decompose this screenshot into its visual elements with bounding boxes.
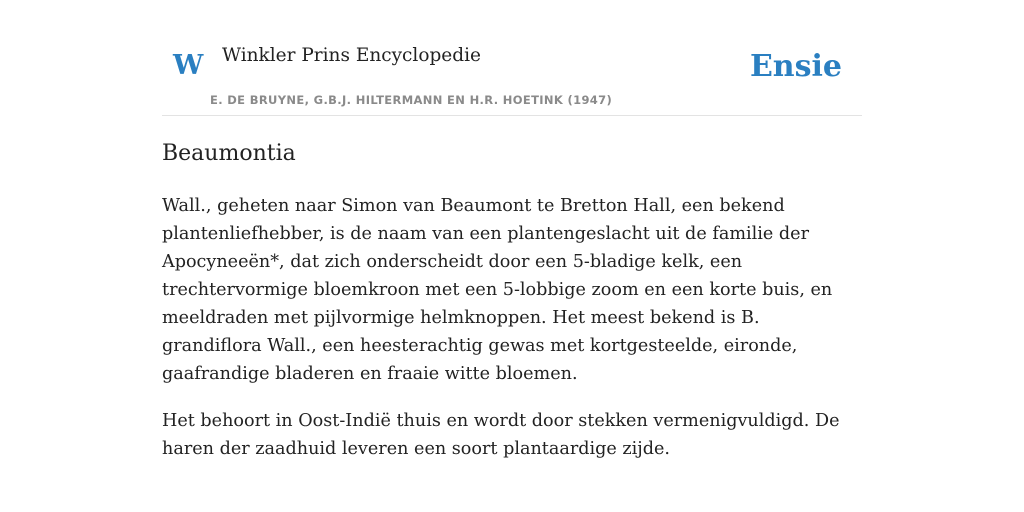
source-authors: E. DE BRUYNE, G.B.J. HILTERMANN EN H.R. HOETINK (1947) (210, 93, 613, 107)
ensie-logo-link[interactable]: Ensie (749, 49, 842, 84)
article-title: Beaumontia (162, 141, 296, 166)
article-paragraph-1: Wall., geheten naar Simon van Beaumont te Bretton Hall, een bekend plantenliefhebber, is de naam van een plantengeslacht uit de familie der Apocyneeën*, dat zich onderscheidt door een 5-bladige kelk, een trechtervormige bloemkroon met een 5-lobbige zoom en een korte buis, en meeldraden met pijlvormige helmknoppen. Het meest bekend is B. grandiflora Wall., een heesterachtig gewas met kortgesteelde, eironde, gaafrandige bladeren en fraaie witte bloemen. (162, 196, 833, 384)
source-logo-icon[interactable]: W (173, 50, 204, 81)
article-paragraph-2: Het behoort in Oost-Indië thuis en wordt door stekken vermenigvuldigd. De haren der zaadhuid leveren een soort plantaardige zijde. (162, 411, 840, 459)
article-body (162, 192, 860, 482)
source-header (162, 40, 862, 116)
source-title-link[interactable]: Winkler Prins Encyclopedie (222, 45, 481, 66)
